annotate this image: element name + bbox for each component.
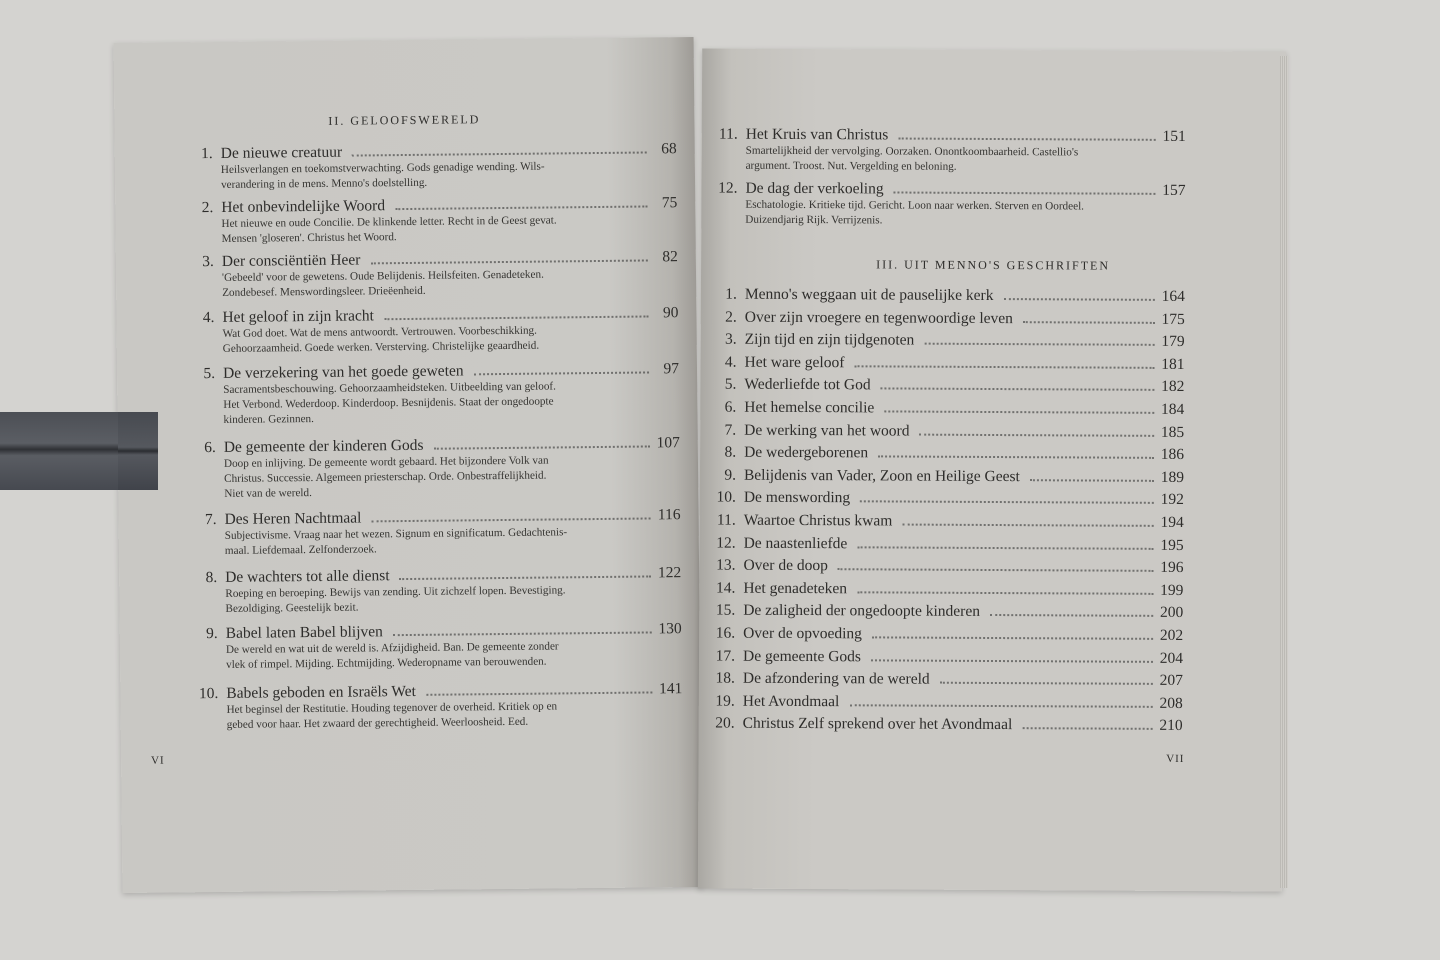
toc-entry-title: Zijn tijd en zijn tijdgenoten <box>744 330 915 349</box>
toc-entry-description-line: Eschatologie. Kritieke tijd. Gericht. Loon naar werken. Sterven en Oordeel. <box>745 198 1085 213</box>
toc-entry <box>186 619 682 673</box>
toc-entry-page-number: 189 <box>1160 468 1185 486</box>
toc-entry-page-number: 210 <box>1159 717 1183 735</box>
toc-entry-number: 7. <box>204 511 217 529</box>
toc-entry-description-line: Mensen 'gloseren'. Christus het Woord. <box>221 230 397 245</box>
dot-leader <box>924 343 1154 346</box>
dot-leader <box>990 614 1153 617</box>
toc-entry <box>703 691 1183 713</box>
dot-leader <box>871 659 1153 662</box>
toc-entry-page-number: 186 <box>1160 446 1185 464</box>
toc-entry-number: 6. <box>724 398 737 416</box>
toc-entry-page-number: 151 <box>1162 127 1186 146</box>
left-page <box>114 37 703 893</box>
dot-leader <box>1023 321 1155 324</box>
toc-entry-page-number: 116 <box>657 506 681 524</box>
toc-entry <box>704 375 1184 397</box>
toc-entry-title: Over de doop <box>743 556 828 575</box>
toc-entry <box>703 714 1183 736</box>
toc-entry-head <box>703 691 1183 713</box>
toc-entry-description-line: Duizendjarig Rijk. Verrijzenis. <box>745 213 883 227</box>
toc-entry <box>705 352 1185 374</box>
toc-entry-title: De zaligheid der ongedoopte kinderen <box>743 602 981 621</box>
toc-entry-number: 11. <box>716 511 736 529</box>
toc-entry-description-line: Zondebesef. Menswordingsleer. Drieëenheid. <box>222 284 426 299</box>
toc-entry-title: De naastenliefde <box>743 534 848 552</box>
toc-entry-description-line: Bezoldiging. Geestelijk bezit. <box>225 601 359 615</box>
toc-entry-title: De gemeente der kinderen Gods <box>223 436 424 456</box>
toc-entry-description-line: maal. Liefdemaal. Zelfonderzoek. <box>224 543 377 557</box>
toc-entry-page-number: 97 <box>663 360 680 378</box>
toc-entry-description-line: argument. Troost. Nut. Vergelding en beloning. <box>745 159 957 173</box>
toc-entry-page-number: 122 <box>657 564 682 582</box>
dot-leader <box>919 433 1154 436</box>
toc-entry-number: 17. <box>715 647 736 665</box>
toc-entry-description-line: verandering in de mens. Menno's doelstelling. <box>220 176 428 191</box>
toc-entry-number: 11. <box>718 125 738 143</box>
toc-entry-description-line: Het Verbond. Wederdoop. Kinderdoop. Besnijdenis. Staat der ongedoopte <box>223 395 554 411</box>
dot-leader <box>400 575 652 580</box>
toc-entry <box>704 397 1184 419</box>
toc-entry-description-line: Roeping en beroeping. Bewijs van zending. Uit zichzelf lopen. Bevestiging. <box>225 584 566 600</box>
toc-entry-number: 8. <box>724 443 737 461</box>
toc-entry-title: Des Heren Nachtmaal <box>224 509 362 528</box>
toc-entry-page-number: 199 <box>1160 581 1184 599</box>
toc-entry-description-line: Subjectivisme. Vraag naar het wezen. Signum en significatum. Gedachtenis- <box>224 526 568 542</box>
toc-entry <box>704 510 1184 532</box>
toc-entry <box>182 303 678 357</box>
toc-entry-number: 3. <box>202 253 214 271</box>
toc-entry-page-number: 68 <box>661 140 677 158</box>
toc-entry <box>704 443 1184 465</box>
toc-entry-number: 15. <box>715 601 736 620</box>
toc-entry-description-line: Christus. Successie. Algemeen priesterschap. Orde. Onbestraffelijkheid. <box>224 469 547 485</box>
toc-entry-head <box>704 397 1184 419</box>
dot-leader <box>878 456 1154 459</box>
toc-entry-head <box>704 465 1184 487</box>
toc-entry <box>705 330 1185 352</box>
dot-leader <box>352 151 647 156</box>
toc-entry-page-number: 196 <box>1160 559 1184 577</box>
toc-entry-title: Het onbevindelijke Woord <box>221 197 386 216</box>
toc-entry-title: De dag der verkoeling <box>745 179 884 198</box>
toc-entry-title: De gemeente Gods <box>742 647 862 665</box>
toc-entry <box>704 488 1184 510</box>
toc-entry-head <box>705 307 1185 329</box>
toc-entry-description-line: De wereld en wat uit de wereld is. Afzijdigheid. Ban. De gemeente zonder <box>225 640 559 656</box>
toc-entry-title: Babel laten Babel blijven <box>225 623 383 642</box>
toc-entry-page-number: 184 <box>1161 400 1185 419</box>
toc-entry <box>705 284 1185 306</box>
toc-entry-title: Over de opvoeding <box>743 624 862 643</box>
right-page <box>698 48 1286 891</box>
dot-leader <box>370 259 647 264</box>
toc-entry-head <box>704 533 1184 555</box>
toc-entry-head <box>703 646 1183 668</box>
toc-entry-page-number: 208 <box>1159 694 1183 712</box>
toc-entry-head <box>703 578 1183 600</box>
toc-entry-title: Wederliefde tot God <box>744 376 871 394</box>
dot-leader <box>395 205 647 210</box>
dot-leader <box>474 371 649 375</box>
toc-entry-page-number: 175 <box>1161 310 1185 328</box>
toc-entry-number: 4. <box>724 353 737 371</box>
toc-entry-number: 12. <box>716 534 736 552</box>
toc-entry-title: De nieuwe creatuur <box>220 143 343 162</box>
dot-leader <box>434 445 650 449</box>
toc-entry-description-line: kinderen. Gezinnen. <box>223 412 314 426</box>
toc-entry-title: Babels geboden en Israëls Wet <box>226 682 417 702</box>
toc-entry-number: 12. <box>718 179 738 197</box>
toc-entry-description-line: Gehoorzaamheid. Goede werken. Versterving. Christelijke geaardheid. <box>222 339 540 355</box>
toc-entry-number: 14. <box>715 579 736 597</box>
toc-entry <box>181 139 677 193</box>
toc-entry-title: De afzondering van de wereld <box>742 669 930 688</box>
toc-entry-head <box>705 330 1185 352</box>
toc-entry-head <box>703 714 1183 736</box>
toc-entry-number: 4. <box>202 309 215 327</box>
toc-entry-page-number: 182 <box>1161 378 1185 396</box>
toc-entry-description-line: gebed voor haar. Het zwaard der gerechtigheid. Weerloosheid. Eed. <box>226 715 529 731</box>
dot-leader <box>881 388 1155 391</box>
toc-entry <box>704 533 1184 555</box>
toc-entry-head <box>704 443 1184 465</box>
toc-entry-page-number: 179 <box>1161 333 1185 351</box>
dot-leader <box>371 517 650 522</box>
toc-entry <box>183 359 680 428</box>
dot-leader <box>872 636 1153 639</box>
toc-entry-title: De werking van het woord <box>744 421 910 440</box>
toc-entry-description-line: Het beginsel der Restitutie. Houding tegenover de overheid. Kritiek op en <box>226 700 558 716</box>
toc-entry <box>703 578 1183 600</box>
toc-entry-head <box>704 420 1184 442</box>
dot-leader <box>884 410 1154 413</box>
toc-entry <box>186 679 682 733</box>
dot-leader <box>426 691 652 695</box>
toc-entry-number: 20. <box>715 714 735 733</box>
toc-entry-page-number: 107 <box>656 434 680 452</box>
toc-entry-page-number: 204 <box>1159 649 1184 667</box>
toc-entry-page-number: 202 <box>1159 626 1184 645</box>
toc-entry-description-line: Sacramentsbeschouwing. Gehoorzaamheidsteken. Uitbeelding van geloof. <box>223 380 556 396</box>
toc-entry-description-line: Smartelijkheid der vervolging. Oorzaken. Onontkoombaarheid. Castellio's <box>745 144 1079 159</box>
toc-entry-number: 7. <box>724 421 737 439</box>
toc-entry-description-line: Heilsverlangen en toekomstverwachting. Gods genadige wending. Wils- <box>220 160 545 176</box>
toc-entry-description-line: vlek of rimpel. Mijding. Echtmijding. Wederopname van berouwenden. <box>226 655 547 671</box>
toc-entry-title: Waartoe Christus kwam <box>743 511 893 530</box>
toc-entry <box>703 556 1183 578</box>
section-title-writings: III. UIT MENNO'S GESCHRIFTEN <box>876 257 1111 273</box>
toc-entry-title: De verzekering van het goede geweten <box>222 362 464 382</box>
toc-entry-number: 6. <box>204 439 216 457</box>
toc-entry-head <box>705 352 1185 374</box>
toc-entry <box>703 601 1183 623</box>
toc-entry <box>705 178 1185 229</box>
toc-entry-head <box>705 178 1185 200</box>
toc-entry-number: 9. <box>206 625 218 643</box>
toc-entry-title: Belijdenis van Vader, Zoon en Heilige Geest <box>743 466 1020 485</box>
toc-entry-page-number: 185 <box>1160 423 1185 441</box>
section-title-geloofswereld: II. GELOOFSWERELD <box>328 112 481 128</box>
toc-entry-head <box>703 601 1183 623</box>
toc-entry-title: Het ware geloof <box>744 353 845 372</box>
toc-entry-page-number: 192 <box>1160 491 1184 509</box>
toc-entry-number: 10. <box>716 488 736 507</box>
dot-leader <box>1030 479 1154 482</box>
toc-entry <box>184 505 680 559</box>
toc-entry-description-line: Niet van de wereld. <box>224 486 312 500</box>
toc-entry <box>182 247 678 301</box>
toc-entry-head <box>703 623 1183 645</box>
toc-entry-description-line: 'Gebeeld' voor de gewetens. Oude Belijdenis. Heilsfeiten. Genadeteken. <box>221 268 544 284</box>
toc-entry-number: 1. <box>725 285 737 303</box>
toc-entry-title: Het hemelse concilie <box>744 398 875 417</box>
toc-entry-page-number: 157 <box>1162 181 1186 200</box>
page-block-edge <box>1280 56 1288 888</box>
dot-leader <box>898 138 1155 141</box>
toc-entry-description-line: Het nieuwe en oude Concilie. De klinkende letter. Recht in de Geest gevat. <box>221 214 557 230</box>
dot-leader <box>393 631 652 636</box>
dot-leader <box>1003 298 1154 301</box>
toc-entry-title: Het genadeteken <box>743 579 848 598</box>
toc-entry <box>704 420 1184 442</box>
dot-leader <box>940 682 1153 685</box>
toc-entry-title: De wedergeborenen <box>744 443 869 462</box>
toc-entry-page-number: 90 <box>662 304 679 322</box>
toc-entry <box>703 623 1183 645</box>
toc-entry-title: De menswording <box>743 489 851 507</box>
toc-entry-page-number: 200 <box>1159 604 1184 622</box>
toc-entry-number: 2. <box>201 199 214 217</box>
toc-entry-number: 10. <box>198 684 219 703</box>
toc-entry-number: 18. <box>715 669 735 687</box>
toc-entry <box>703 646 1183 668</box>
toc-entry-description-line: Wat God doet. Wat de mens antwoordt. Vertrouwen. Voorbeschikking. <box>222 324 537 340</box>
toc-entry-number: 19. <box>715 692 735 710</box>
toc-entry-title: Der consciëntiën Heer <box>221 251 361 270</box>
dot-leader <box>854 365 1154 369</box>
dot-leader <box>860 501 1154 505</box>
toc-entry-head <box>704 510 1184 532</box>
toc-entry-number: 1. <box>201 145 213 163</box>
toc-entry-head <box>705 284 1185 306</box>
folio-right: VII <box>1166 752 1185 766</box>
toc-entry <box>706 124 1186 175</box>
dot-leader <box>902 524 1153 527</box>
toc-entry-title: Christus Zelf sprekend over het Avondmaal <box>742 715 1013 734</box>
dot-leader <box>857 546 1153 550</box>
toc-entry <box>704 465 1184 487</box>
toc-entry-page-number: 207 <box>1159 672 1183 690</box>
toc-entry-head <box>704 488 1184 510</box>
dot-leader <box>1022 728 1152 731</box>
toc-entry-number: 5. <box>724 375 737 394</box>
dot-leader <box>894 191 1156 194</box>
ribbon-bookmark-fold <box>118 412 158 490</box>
toc-entry-page-number: 75 <box>661 194 678 212</box>
toc-entry-title: De wachters tot alle dienst <box>225 567 390 586</box>
dot-leader <box>838 568 1154 572</box>
toc-entry <box>703 669 1183 691</box>
toc-entry-page-number: 194 <box>1160 513 1184 532</box>
toc-entry-number: 8. <box>205 569 218 587</box>
toc-entry-page-number: 82 <box>662 248 678 266</box>
toc-entry-number: 3. <box>725 330 737 348</box>
toc-entry-page-number: 195 <box>1160 536 1184 554</box>
toc-entry-title: Het geloof in zijn kracht <box>222 307 375 326</box>
dot-leader <box>857 591 1153 595</box>
toc-entry-page-number: 164 <box>1161 287 1185 306</box>
toc-entry-number: 16. <box>715 624 736 642</box>
toc-entry-head <box>703 669 1183 691</box>
dot-leader <box>849 704 1152 708</box>
dot-leader <box>384 315 648 320</box>
toc-entry <box>184 433 681 502</box>
toc-entry-head <box>706 124 1186 146</box>
toc-entry <box>181 193 677 247</box>
toc-entry-page-number: 181 <box>1161 355 1185 373</box>
toc-entry-title: Menno's weggaan uit de pauselijke kerk <box>744 285 994 305</box>
toc-entry <box>705 307 1185 329</box>
toc-entry-title: Het Avondmaal <box>742 692 840 711</box>
toc-entry-description-line: Doop en inlijving. De gemeente wordt gebaard. Het bijzondere Volk van <box>223 454 549 470</box>
toc-entry-number: 2. <box>725 308 737 326</box>
toc-entry-title: Het Kruis van Christus <box>745 125 889 144</box>
toc-entry-number: 13. <box>716 556 736 574</box>
toc-entry-number: 5. <box>203 365 216 383</box>
toc-entry <box>185 563 681 617</box>
toc-entry-head <box>703 556 1183 578</box>
toc-entry-title: Over zijn vroegere en tegenwoordige leven <box>744 308 1013 327</box>
folio-left: VI <box>151 754 165 767</box>
toc-entry-head <box>704 375 1184 397</box>
toc-entry-page-number: 130 <box>658 620 682 638</box>
toc-entry-page-number: 141 <box>659 680 683 698</box>
toc-entry-number: 9. <box>724 466 737 484</box>
